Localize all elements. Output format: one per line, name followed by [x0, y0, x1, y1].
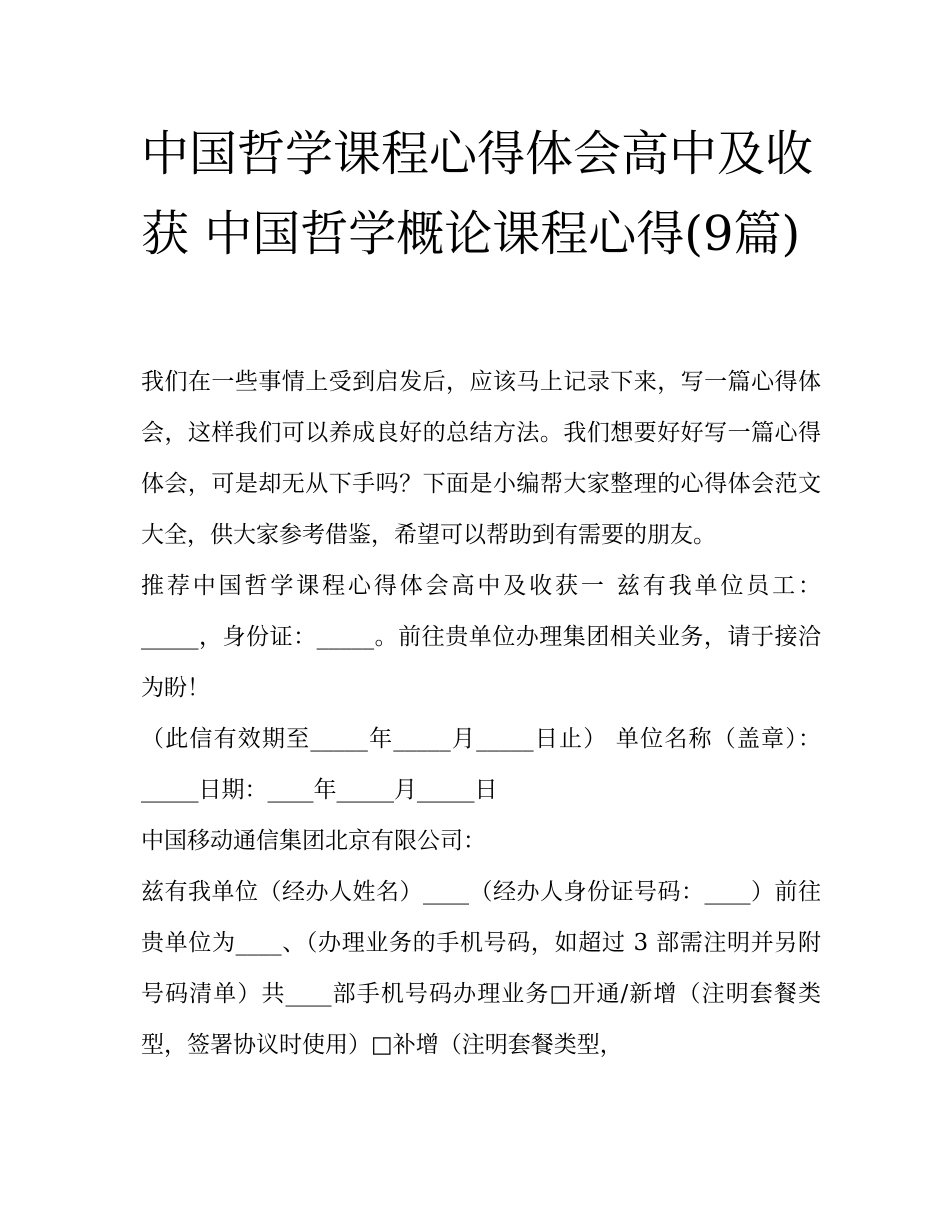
recommendation-paragraph: 推荐中国哲学课程心得体会高中及收获一 兹有我单位员工：_____，身份证：_____。前往贵单位办理集团相关业务，请于接洽为盼！: [141, 573, 821, 701]
addressee-paragraph: 中国移动通信集团北京有限公司：: [141, 828, 486, 854]
document-title: 中国哲学课程心得体会高中及收获 中国哲学概论课程心得(9篇): [141, 126, 814, 262]
business-paragraph: 兹有我单位（经办人姓名）____（经办人身份证号码：____）前往贵单位为____、（办理业务的手机号码，如超过 3 部需注明并另附号码清单）共____部手机号码办理业务□开通/新增（注明套餐类型，签署协议时使用）□补增（注明套餐类型，: [141, 879, 821, 1058]
document-body: [141, 357, 821, 1071]
validity-paragraph: （此信有效期至_____年_____月_____日止） 单位名称（盖章）：_____日期：____年_____月_____日: [141, 726, 821, 803]
intro-paragraph: 我们在一些事情上受到启发后，应该马上记录下来，写一篇心得体会，这样我们可以养成良好的总结方法。我们想要好好写一篇心得体会，可是却无从下手吗？下面是小编帮大家整理的心得体会范文大全，供大家参考借鉴，希望可以帮助到有需要的朋友。: [141, 369, 821, 548]
